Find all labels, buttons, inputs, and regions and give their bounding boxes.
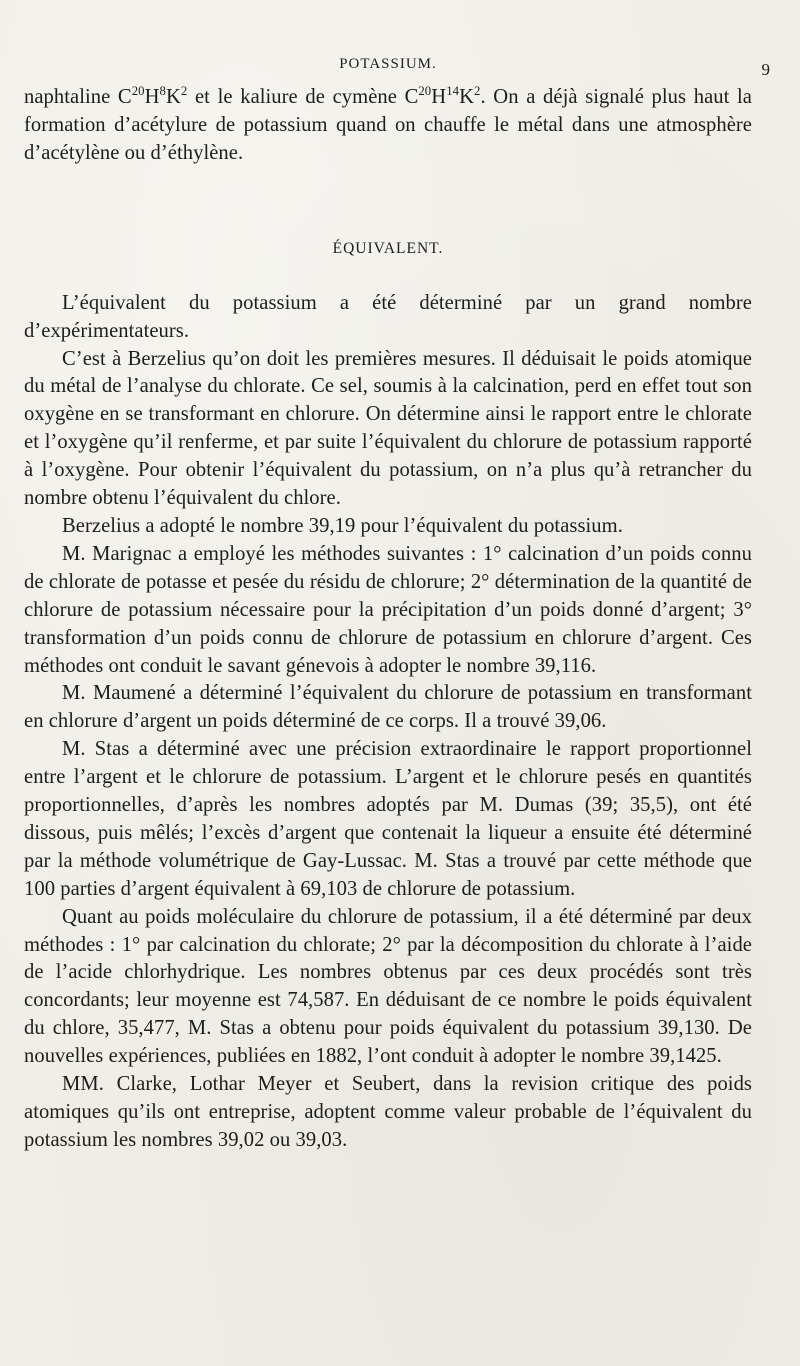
section-heading: ÉQUIVALENT. (332, 239, 444, 257)
paragraph: L’équivalent du potassium a été déterminé par un grand nombre d’expérimentateurs. (24, 291, 752, 342)
paragraph: Berzelius a adopté le nombre 39,19 pour l’équivalent du potassium. (62, 514, 623, 537)
paragraph: C’est à Berzelius qu’on doit les premières mesures. Il déduisait le poids atomique du métal de l’analyse du chlorate. Ce sel, soumis à la calcination, perd en effet tout son oxygène en se transformant en chlorure. On détermine ainsi le rapport entre le chlorate et l’oxygène qu’il renferme, et par suite l’équivalent du chlorure de potassium rapporté à l’oxygène. Pour obtenir l’équivalent du potassium, on n’a plus qu’à retrancher du nombre obtenu l’équivalent du chlore. (24, 347, 752, 510)
intro-text: K (459, 86, 474, 108)
intro-superscript: 14 (446, 84, 460, 99)
paragraph: M. Stas a déterminé avec une précision extraordinaire le rapport proportionnel entre l’argent et le chlorure de potassium. L’argent et le chlorure pesés en quantités proportionnelles, d’après les nombres adoptés par M. Dumas (39; 35,5), ont été dissous, puis mêlés; l’excès d’argent que contenait la liqueur a ensuite été déterminé par la méthode volumétrique de Gay-Lussac. M. Stas a trouvé par cette méthode que 100 parties d’argent équivalent à 69,103 de chlorure de potassium. (24, 738, 752, 900)
paragraph: MM. Clarke, Lothar Meyer et Seubert, dans la revision critique des poids atomiques qu’ils ont entreprise, adoptent comme valeur probable de l’équivalent du potassium les nombres 39,02 ou 39,03. (24, 1073, 752, 1151)
intro-text: . On a déjà signalé plus haut la formation d’acétylure de potassium quand on chauffe le métal dans une atmosphère d’acétylène ou d’éthylène. (24, 86, 752, 164)
intro-paragraph (24, 84, 752, 168)
intro-superscript: 20 (418, 84, 432, 99)
running-title: POTASSIUM. (339, 56, 437, 72)
intro-superscript: 2 (180, 84, 188, 99)
intro-text: naphtaline C (24, 86, 132, 108)
intro-superscript: 8 (159, 84, 166, 99)
page-header (24, 56, 770, 80)
intro-text: et le kaliure de cymène C (187, 86, 419, 108)
paragraph: Quant au poids moléculaire du chlorure de potassium, il a été déterminé par deux méthodes : 1° par calcination du chlorate; 2° par la décomposition du chlorate à l’aide de l’acide chlorhydrique. Les nombres obtenus par ces deux procédés sont très concordants; leur moyenne est 74,587. En déduisant de ce nombre le poids équivalent du chlore, 35,477, M. Stas a obtenu pour poids équivalent du potassium 39,130. De nouvelles expériences, publiées en 1882, l’ont conduit à adopter le nombre 39,1425. (24, 905, 752, 1068)
intro-text: K (165, 86, 181, 108)
page-number: 9 (761, 60, 770, 79)
intro-superscript: 20 (131, 84, 145, 99)
intro-superscript: 2 (474, 84, 481, 99)
paragraph: M. Maumené a déterminé l’équivalent du chlorure de potassium en transformant en chlorure d’argent un poids déterminé de ce corps. Il a trouvé 39,06. (24, 682, 752, 733)
page-body (24, 84, 752, 1155)
intro-text: H (431, 86, 447, 108)
intro-text: H (144, 86, 160, 108)
paragraph: M. Marignac a employé les méthodes suivantes : 1° calcination d’un poids connu de chlorate de potasse et pesée du résidu de chlorure; 2° détermination de la quantité de chlorure de potassium nécessaire pour la précipitation d’un poids donné d’argent; 3° transformation d’un poids connu de chlorure de potassium en chlorure d’argent. Ces méthodes ont conduit le savant génevois à adopter le nombre 39,116. (24, 542, 752, 677)
